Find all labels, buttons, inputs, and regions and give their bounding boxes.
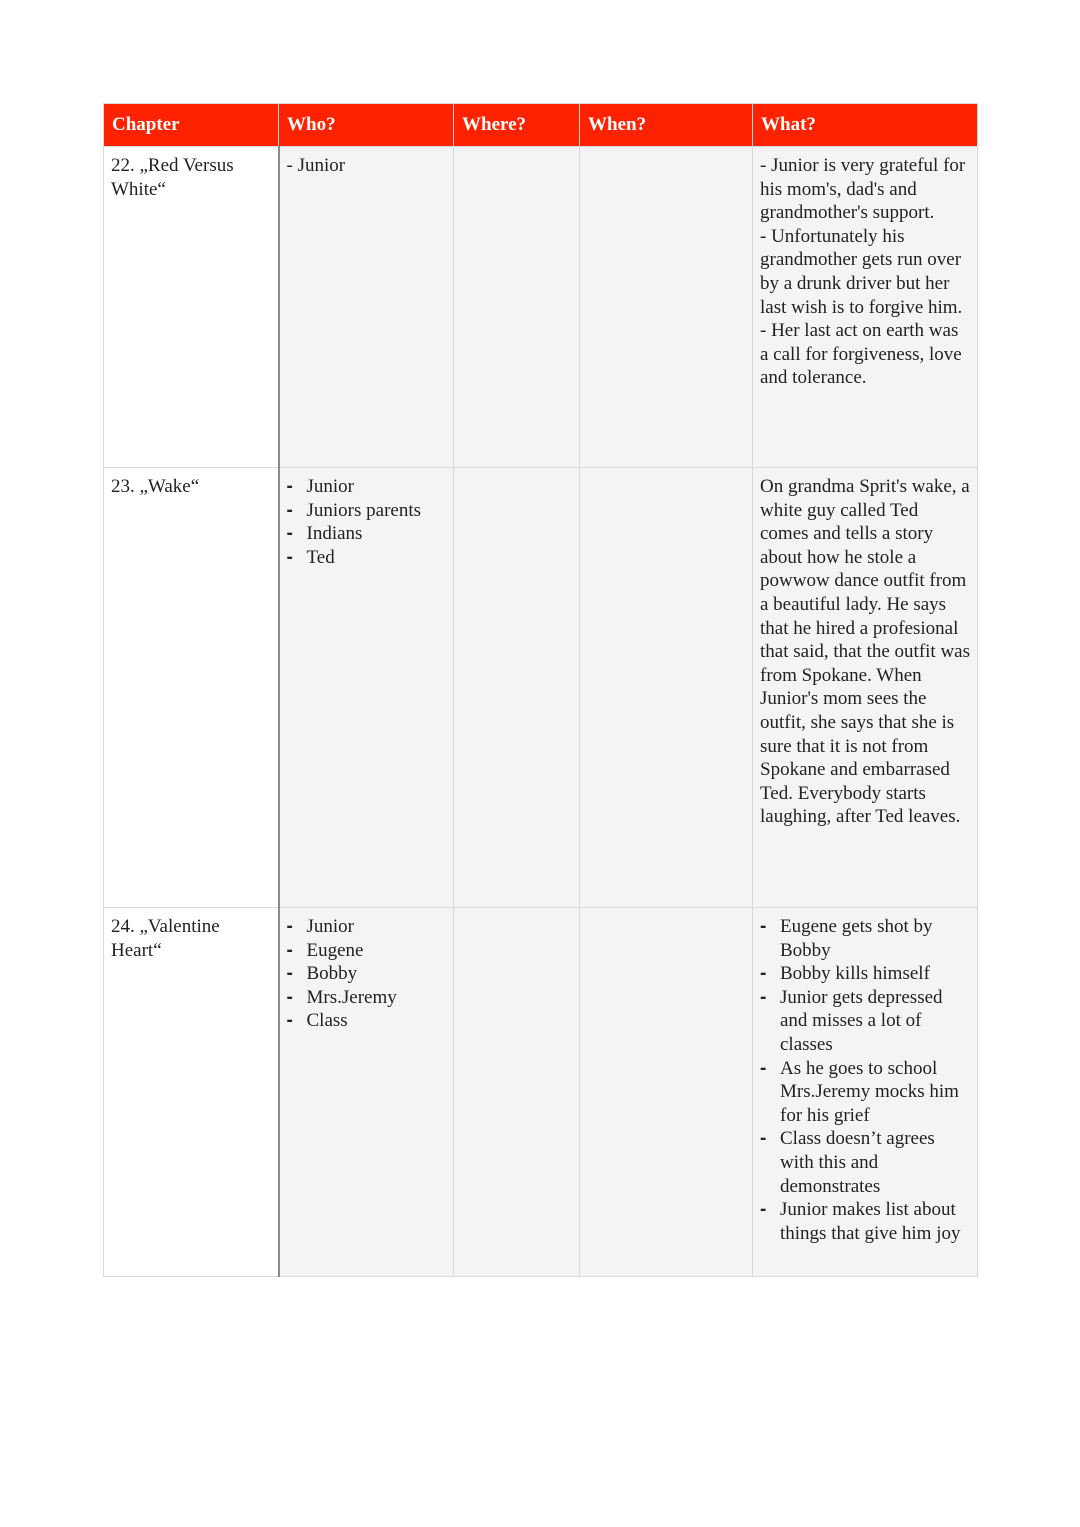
table-row — [104, 147, 978, 468]
list-item: - Junior makes list about things that give him joy — [760, 1198, 970, 1245]
table-header — [104, 104, 978, 147]
what-text: On grandma Sprit's wake, a white guy called Ted comes and tells a story about how he stole a powwow dance outfit from a beautiful lady. He says that he hired a profesional that said, that the outfit was from Spokane. When Junior's mom sees the outfit, she says that she is sure that it is not from Spokane and embarrased Ted. Everybody starts laughing, after Ted leaves. — [760, 476, 971, 828]
where-cell — [454, 468, 580, 908]
chapter-cell: 23. „Wake“ — [104, 468, 279, 908]
header-row — [104, 104, 978, 147]
list-item: - Indians — [287, 522, 447, 546]
who-cell: - Junior — [279, 147, 454, 468]
when-cell — [580, 908, 753, 1277]
what-line: - Junior is very grateful for his mom's, dad's and grandmother's support. — [760, 155, 966, 224]
chapter-cell: 24. „Valentine Heart“ — [104, 908, 279, 1277]
header-when: When? — [580, 104, 753, 147]
when-cell — [580, 147, 753, 468]
list-item: - Junior — [287, 475, 447, 499]
where-cell — [454, 908, 580, 1277]
list-item: - Class — [287, 1009, 447, 1033]
what-cell — [753, 468, 978, 908]
table-body — [104, 147, 978, 1277]
header-what: What? — [753, 104, 978, 147]
what-list — [760, 915, 970, 1245]
what-cell — [753, 908, 978, 1277]
list-item: - Juniors parents — [287, 499, 447, 523]
header-chapter: Chapter — [104, 104, 279, 147]
list-item: - Eugene — [287, 939, 447, 963]
who-list — [287, 915, 447, 1033]
who-cell — [279, 468, 454, 908]
list-item: - Bobby kills himself — [760, 962, 970, 986]
chapter-summary-table — [103, 103, 978, 1277]
list-item: - Eugene gets shot by Bobby — [760, 915, 970, 962]
who-cell — [279, 908, 454, 1277]
list-item: - Mrs.Jeremy — [287, 986, 447, 1010]
where-cell — [454, 147, 580, 468]
list-item: - Bobby — [287, 962, 447, 986]
header-who: Who? — [279, 104, 454, 147]
list-item: - Class doesn’t agrees with this and demonstrates — [760, 1127, 970, 1198]
who-list — [287, 475, 447, 569]
what-line: - Unfortunately his grandmother gets run over by a drunk driver but her last wish is to forgive him. — [760, 225, 963, 318]
when-cell — [580, 468, 753, 908]
list-item: - As he goes to school Mrs.Jeremy mocks him for his grief — [760, 1057, 970, 1128]
chapter-cell: 22. „Red Versus White“ — [104, 147, 279, 468]
what-line: - Her last act on earth was a call for forgiveness, love and tolerance. — [760, 320, 962, 389]
list-item: - Ted — [287, 546, 447, 570]
table-row — [104, 468, 978, 908]
header-where: Where? — [454, 104, 580, 147]
list-item: - Junior gets depressed and misses a lot of classes — [760, 986, 970, 1057]
table-row — [104, 908, 978, 1277]
what-cell — [753, 147, 978, 468]
list-item: - Junior — [287, 915, 447, 939]
